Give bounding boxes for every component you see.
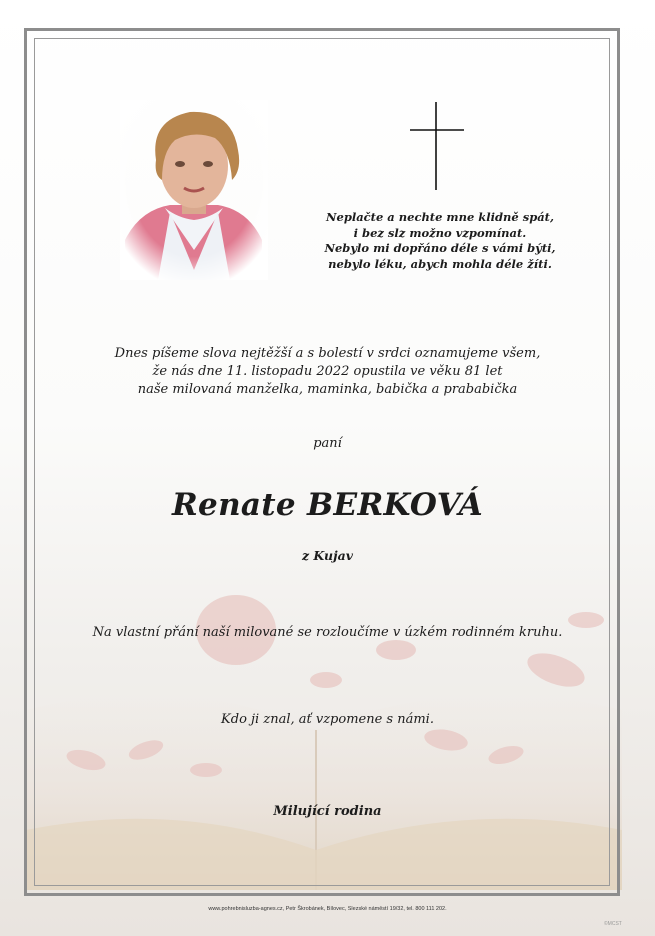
farewell-text: Na vlastní přání naší milované se rozloučíme v úzkém rodinném kruhu. <box>92 625 563 640</box>
announcement-line: Dnes píšeme slova nejtěžší a s bolestí v srdci oznamujeme všem, <box>114 346 541 361</box>
poem <box>300 210 580 272</box>
announcement-line: naše milovaná manželka, maminka, babička a prababička <box>137 382 518 397</box>
deceased-name: Renate BERKOVÁ <box>171 487 483 523</box>
remembrance-text: Kdo ji znal, ať vzpomene s námi. <box>221 712 434 727</box>
poem-line: nebylo léku, abych mohla déle žíti. <box>328 256 552 271</box>
poem-line: i bez slz možno vzpomínat. <box>353 225 527 240</box>
origin: z Kujav <box>301 548 353 563</box>
honorific: paní <box>313 436 342 451</box>
footer-contact: www.pohrebnisluzba-agnes.cz, Petr Škrobánek, Bílovec, Slezské náměstí 19/32, tel. 800 111 202. <box>208 906 447 912</box>
portrait-photo <box>120 100 268 280</box>
announcement-line: že nás dne 11. listopadu 2022 opustila ve věku 81 let <box>152 364 503 379</box>
copyright-mark: ©MCST <box>604 921 622 927</box>
announcement <box>40 345 615 399</box>
cross-icon <box>408 102 468 190</box>
poem-line: Neplačte a nechte mne klidně spát, <box>325 210 554 224</box>
signature: Milující rodina <box>273 804 382 819</box>
poem-line: Nebylo mi dopřáno déle s vámi býti, <box>324 241 556 255</box>
